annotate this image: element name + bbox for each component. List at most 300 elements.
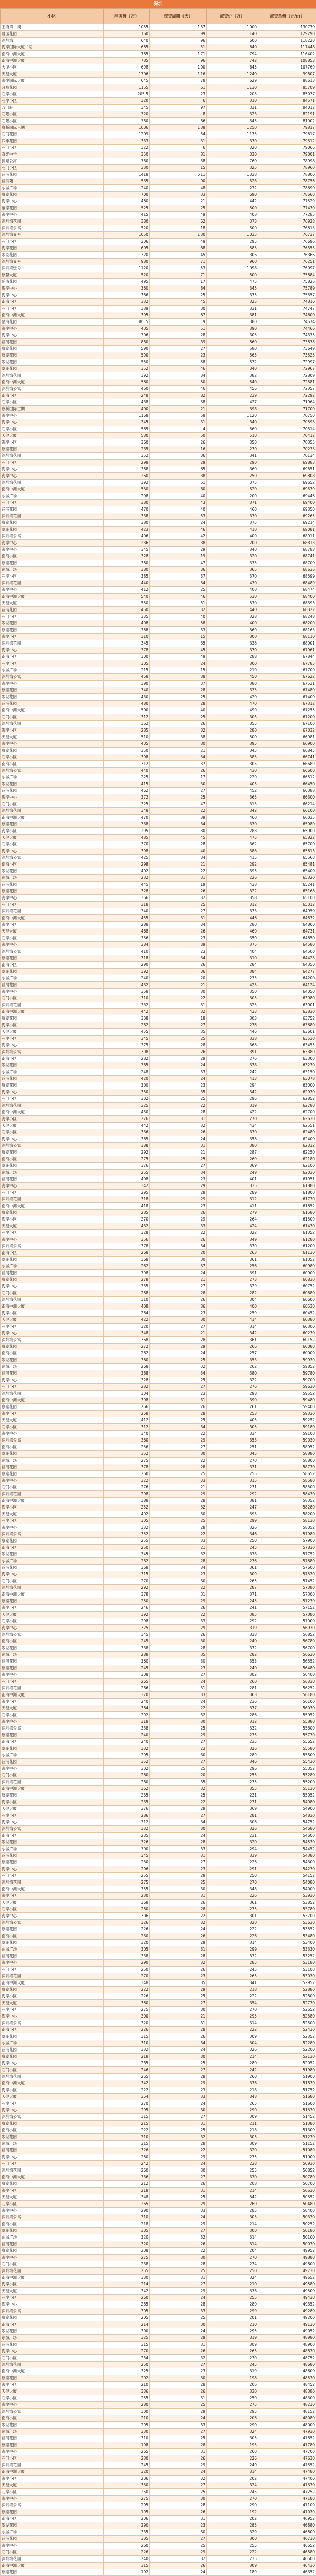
cell-deal-price: 260 [207,2449,258,2455]
table-row [1,1672,316,1679]
cell-listing-price: 290 [104,2522,150,2529]
cell-unit-price: 118220 [258,38,316,44]
cell-listing-price: 360 [104,285,150,292]
cell-community: 康泰花园 [1,1404,104,1411]
cell-listing-price: 412 [104,1417,150,1424]
cell-listing-price: 282 [104,1384,150,1391]
cell-unit-price: 54830 [258,1812,316,1819]
cell-deal-cycle: 31 [150,419,207,426]
cell-community: 石岸小区 [1,1712,104,1719]
table-row [1,2208,316,2214]
cell-deal-price: 270 [207,1116,258,1123]
cell-unit-price: 74747 [258,306,316,312]
cell-deal-cycle: 30 [150,1257,207,1263]
table-row [1,506,316,513]
cell-deal-price: 382 [207,372,258,379]
cell-community: 石岸小区 [1,399,104,406]
table-row [1,1009,316,1015]
cell-unit-price: 84012 [258,105,316,111]
table-row [1,835,316,841]
cell-deal-cycle: 30 [150,2375,207,2382]
cell-deal-price: 299 [207,2308,258,2315]
table-row [1,2362,316,2368]
table-row [1,1163,316,1170]
cell-listing-price: 406 [104,533,150,540]
cell-deal-cycle: 35 [150,1779,207,1786]
cell-listing-price: 315 [104,1571,150,1578]
cell-listing-price: 215 [104,667,150,674]
table-row [1,1277,316,1283]
cell-deal-cycle: 23 [150,1571,207,1578]
table-row [1,2241,316,2248]
cell-community: 海岸小区 [1,1411,104,1417]
cell-deal-price: 281 [207,1685,258,1692]
cell-listing-price: 348 [104,808,150,815]
cell-deal-price: 299 [207,1518,258,1524]
table-row [1,1766,316,1772]
cell-listing-price: 372 [104,794,150,801]
cell-listing-price: 445 [104,882,150,888]
cell-deal-price: 294 [207,1846,258,1853]
cell-listing-price: 320 [104,2020,150,2027]
table-row [1,1504,316,1511]
cell-unit-price: 50700 [258,2181,316,2188]
cell-deal-cycle: 18 [150,1015,207,1022]
cell-unit-price: 55580 [258,1745,316,1752]
cell-unit-price: 61880 [258,1183,316,1190]
cell-deal-cycle: 24 [150,2047,207,2054]
cell-listing-price: 240 [104,1699,150,1705]
cell-deal-price: 255 [207,2295,258,2301]
table-row [1,2161,316,2167]
cell-community: 南海小区 [1,654,104,660]
cell-unit-price: 63901 [258,1002,316,1009]
cell-unit-price: 53630 [258,1920,316,1926]
cell-community: 康泰花园 [1,2054,104,2060]
cell-deal-price: 290 [207,2107,258,2114]
cell-deal-price: 287 [207,1149,258,1156]
table-row [1,245,316,252]
cell-listing-price: 305 [104,1518,150,1524]
cell-unit-price: 46430 [258,2563,316,2569]
cell-deal-cycle: 25 [150,1357,207,1364]
cell-deal-price: 236 [207,1699,258,1705]
table-row [1,815,316,821]
table-row [1,1752,316,1759]
cell-unit-price: 49500 [258,2288,316,2295]
cell-unit-price: 69652 [258,480,316,486]
cell-listing-price: 245 [104,2462,150,2469]
cell-community: 海岸中心 [1,2107,104,2114]
cell-listing-price: 230 [104,1859,150,1866]
cell-deal-cycle: 82 [150,393,207,399]
cell-deal-cycle: 4 [150,426,207,433]
cell-community: 海岸中心 [1,2255,104,2261]
cell-deal-price: 325 [207,165,258,172]
cell-deal-cycle: 34 [150,1819,207,1826]
cell-community: 石门小区 [1,1096,104,1103]
table-row [1,1571,316,1578]
table-row [1,2067,316,2074]
cell-deal-price: 349 [207,1236,258,1243]
cell-community: 东城广场 [1,2040,104,2047]
table-row [1,2409,316,2415]
cell-deal-cycle: 25 [150,587,207,594]
cell-deal-price: 450 [207,674,258,681]
cell-deal-price: 220 [207,774,258,781]
cell-community: 南海中洲大厦 [1,51,104,58]
cell-deal-cycle: 21 [150,861,207,868]
cell-listing-price: 332 [104,1002,150,1009]
cell-listing-price: 280 [104,2402,150,2409]
cell-deal-price: 275 [207,1906,258,1913]
cell-unit-price: 68813 [258,540,316,547]
cell-unit-price: 64124 [258,982,316,989]
cell-deal-price: 189 [207,2569,258,2576]
cell-community: 石门小区 [1,460,104,466]
cell-listing-price: 376 [104,1163,150,1170]
cell-deal-cycle: 28 [150,2074,207,2080]
cell-deal-price: 260 [207,2201,258,2208]
cell-community: 海岸小区 [1,1993,104,2000]
cell-deal-price: 309 [207,1571,258,1578]
cell-community: 海岸中心 [1,466,104,473]
cell-listing-price: 250 [104,1598,150,1605]
cell-deal-cycle: 24 [150,520,207,527]
cell-listing-price: 380 [104,218,150,225]
table-row [1,2295,316,2301]
cell-unit-price: 63300 [258,1056,316,1062]
table-row [1,1136,316,1143]
cell-listing-price: 214 [104,2321,150,2328]
cell-unit-price: 59180 [258,1424,316,1431]
table-row [1,2422,316,2429]
cell-deal-price: 345 [207,285,258,292]
cell-community: 深圳湾花园 [1,2556,104,2563]
cell-deal-price: 1130 [207,84,258,91]
cell-community: 海岸中心 [1,2543,104,2549]
cell-community: 深圳湾公寓 [1,1049,104,1056]
cell-listing-price: 268 [104,1250,150,1257]
cell-listing-price: 306 [104,1913,150,1920]
cell-deal-cycle: 28 [150,1042,207,1049]
cell-community: 南海小区 [1,2321,104,2328]
cell-unit-price: 60600 [258,1297,316,1303]
cell-unit-price: 63000 [258,1082,316,1089]
cell-community: 东城广场 [1,2234,104,2241]
cell-deal-cycle: 23 [150,1176,207,1183]
cell-deal-price: 230 [207,2355,258,2362]
table-row [1,634,316,640]
cell-deal-price: 360 [207,627,258,634]
cell-listing-price: 212 [104,2181,150,2188]
cell-unit-price: 68599 [258,573,316,580]
table-row [1,1625,316,1632]
cell-listing-price: 468 [104,928,150,935]
cell-unit-price: 53852 [258,1900,316,1906]
cell-community: 翠湖花园 [1,366,104,372]
cell-deal-cycle: 26 [150,1605,207,1612]
cell-listing-price: 295 [104,2107,150,2114]
cell-listing-price: 336 [104,2388,150,2395]
cell-unit-price: 65822 [258,835,316,841]
table-row [1,239,316,245]
cell-listing-price: 275 [104,1879,150,1886]
table-row [1,326,316,332]
table-row [1,1565,316,1571]
cell-listing-price: 352 [104,453,150,460]
cell-deal-price: 380 [207,681,258,687]
cell-listing-price: 520 [104,225,150,232]
cell-listing-price: 408 [104,620,150,627]
cell-deal-cycle: 31 [150,2275,207,2281]
cell-unit-price: 62250 [258,1149,316,1156]
cell-listing-price: 340 [104,1431,150,1437]
cell-listing-price: 1418 [104,172,150,178]
cell-listing-price: 1155 [104,84,150,91]
cell-deal-price: 324 [207,2482,258,2489]
cell-listing-price: 318 [104,902,150,908]
cell-unit-price: 66035 [258,815,316,821]
cell-deal-price: 295 [207,239,258,245]
table-row [1,1149,316,1156]
cell-deal-price: 395 [207,868,258,875]
cell-deal-cycle: 138 [150,125,207,131]
cell-unit-price: 66600 [258,768,316,774]
cell-listing-price: 306 [104,332,150,339]
cell-unit-price: 46352 [258,2569,316,2576]
cell-deal-cycle: 53 [150,513,207,520]
table-row [1,922,316,928]
table-row [1,1397,316,1404]
cell-deal-price: 460 [207,928,258,935]
cell-listing-price: 264 [104,1310,150,1317]
table-row [1,1056,316,1062]
cell-deal-price: 401 [207,1176,258,1183]
cell-listing-price: 298 [104,1618,150,1625]
cell-deal-price: 442 [207,198,258,205]
table-row [1,212,316,218]
table-row [1,105,316,111]
table-row [1,312,316,319]
cell-community: 康泰花园 [1,2248,104,2255]
cell-unit-price: 63150 [258,1069,316,1076]
cell-unit-price: 50180 [258,2228,316,2234]
cell-community: 深圳湾花园 [1,218,104,225]
cell-deal-cycle: 15 [150,165,207,172]
cell-community: 翠湖花园 [1,781,104,788]
cell-community: 深圳湾花园 [1,721,104,727]
cell-community: 天健大厦 [1,1029,104,1036]
cell-listing-price: 206 [104,2516,150,2522]
cell-community: 石岸小区 [1,841,104,848]
cell-listing-price: 378 [104,1464,150,1471]
table-row [1,741,316,748]
cell-unit-price: 63455 [258,1042,316,1049]
cell-deal-price: 240 [207,1665,258,1672]
cell-unit-price: 78960 [258,165,316,172]
table-row [1,1772,316,1779]
table-row [1,2087,316,2094]
table-row [1,1511,316,1518]
cell-listing-price: 398 [104,1049,150,1056]
cell-listing-price: 328 [104,1230,150,1236]
cell-unit-price: 68248 [258,614,316,620]
cell-deal-price: 234 [207,2261,258,2268]
table-row [1,2275,316,2281]
cell-deal-cycle: 51 [150,44,207,51]
cell-community: 石岸小区 [1,426,104,433]
cell-unit-price: 70235 [258,446,316,453]
cell-community: 海岸中心 [1,2348,104,2355]
cell-listing-price: 234 [104,2355,150,2362]
cell-listing-price: 470 [104,506,150,513]
cell-deal-price: 320 [207,145,258,151]
table-row [1,982,316,989]
table-row [1,1478,316,1484]
cell-unit-price: 62852 [258,1096,316,1103]
cell-community: 蓝浦花园 [1,2241,104,2248]
table-row [1,1062,316,1069]
cell-listing-price: 226 [104,2027,150,2033]
cell-listing-price: 375 [104,1042,150,1049]
cell-community: 深圳湾花园 [1,1391,104,1397]
cell-deal-cycle: 29 [150,2288,207,2295]
cell-listing-price: 312 [104,1424,150,1431]
cell-community: 南海小区 [1,1156,104,1163]
cell-deal-cycle: 96 [150,38,207,44]
cell-deal-cycle: 26 [150,888,207,895]
cell-listing-price: 260 [104,2295,150,2301]
cell-deal-price: 440 [207,607,258,614]
cell-deal-price: 303 [207,1015,258,1022]
cell-unit-price: 99807 [258,71,316,78]
table-row [1,1967,316,1973]
cell-listing-price: 310 [104,2134,150,2141]
cell-community: 南海小区 [1,299,104,306]
cell-deal-cycle: 36 [150,969,207,975]
cell-listing-price: 378 [104,1243,150,1250]
cell-community: 康泰花园 [1,1538,104,1545]
cell-deal-cycle: 34 [150,1243,207,1250]
cell-community: 南海小区 [1,1739,104,1745]
table-row [1,118,316,125]
cell-unit-price: 76251 [258,259,316,265]
table-row [1,1551,316,1558]
table-row [1,553,316,560]
cell-listing-price: 320 [104,1940,150,1946]
cell-listing-price: 470 [104,815,150,821]
cell-community: 南海中洲大厦 [1,1498,104,1504]
cell-deal-cycle: 37 [150,681,207,687]
cell-deal-cycle: 38 [150,399,207,406]
cell-listing-price: 1006 [104,125,150,131]
cell-unit-price: 65012 [258,902,316,908]
cell-deal-cycle: 45 [150,835,207,841]
cell-deal-cycle: 34 [150,1370,207,1377]
cell-deal-cycle: 21 [150,198,207,205]
cell-deal-cycle: 24 [150,1833,207,1839]
table-row [1,594,316,600]
cell-unit-price: 55130 [258,1786,316,1792]
cell-listing-price: 380 [104,520,150,527]
cell-listing-price: 405 [104,326,150,332]
cell-community: 天健大厦 [1,835,104,841]
cell-community: 石岸小区 [1,1036,104,1042]
cell-listing-price: 226 [104,1993,150,2000]
cell-deal-cycle: 29 [150,1940,207,1946]
cell-listing-price: 348 [104,1330,150,1337]
cell-unit-price: 68474 [258,587,316,594]
cell-deal-cycle: 28 [150,1190,207,1196]
cell-deal-cycle: 31 [150,2342,207,2348]
cell-community: 南海中洲大厦 [1,707,104,714]
table-row [1,1745,316,1752]
cell-community: 海岸小区 [1,1504,104,1511]
cell-listing-price: 300 [104,654,150,660]
cell-listing-price: 450 [104,607,150,614]
cell-deal-cycle: 34 [150,855,207,861]
cell-deal-price: 320 [207,1839,258,1846]
cell-deal-price: 296 [207,1766,258,1772]
cell-community: 海岸中心 [1,1866,104,1873]
table-row [1,1216,316,1223]
cell-deal-cycle: 25 [150,1417,207,1424]
cell-deal-price: 218 [207,2127,258,2134]
table-row [1,647,316,654]
cell-deal-price: 305 [207,2214,258,2221]
table-row [1,44,316,51]
cell-deal-cycle: 29 [150,1056,207,1062]
cell-listing-price: 390 [104,681,150,687]
cell-community: 天健大厦 [1,1123,104,1129]
cell-deal-price: 323 [207,111,258,118]
cell-community: 南海小区 [1,2415,104,2422]
cell-deal-price: 371 [207,1464,258,1471]
cell-community: 石岸小区 [1,2201,104,2208]
cell-unit-price: 52200 [258,2047,316,2054]
cell-community: 海岸中心 [1,587,104,594]
cell-deal-price: 304 [207,1297,258,1303]
cell-deal-cycle: 24 [150,1270,207,1277]
table-row [1,707,316,714]
cell-community: 海岸小区 [1,1893,104,1900]
cell-deal-price: 282 [207,1652,258,1658]
cell-deal-price: 251 [207,1444,258,1451]
table-row [1,1558,316,1565]
cell-unit-price: 53780 [258,1906,316,1913]
cell-listing-price: 300 [104,2328,150,2335]
cell-community: 海岸中心 [1,895,104,902]
cell-deal-price: 255 [207,2167,258,2174]
cell-listing-price: 208 [104,493,150,500]
cell-listing-price: 298 [104,861,150,868]
table-row [1,935,316,942]
cell-deal-cycle: 32 [150,1009,207,1015]
cell-unit-price: 69579 [258,486,316,493]
cell-listing-price: 260 [104,473,150,480]
cell-listing-price: 408 [104,1176,150,1183]
cell-deal-cycle: 23 [150,1391,207,1397]
cell-deal-cycle: 21 [150,1330,207,1337]
table-row [1,948,316,955]
cell-deal-price: 270 [207,1458,258,1464]
table-row [1,352,316,359]
cell-unit-price: 51452 [258,2114,316,2121]
cell-listing-price: 310 [104,995,150,1002]
cell-deal-cycle: 58 [150,620,207,627]
cell-listing-price: 330 [104,2275,150,2281]
